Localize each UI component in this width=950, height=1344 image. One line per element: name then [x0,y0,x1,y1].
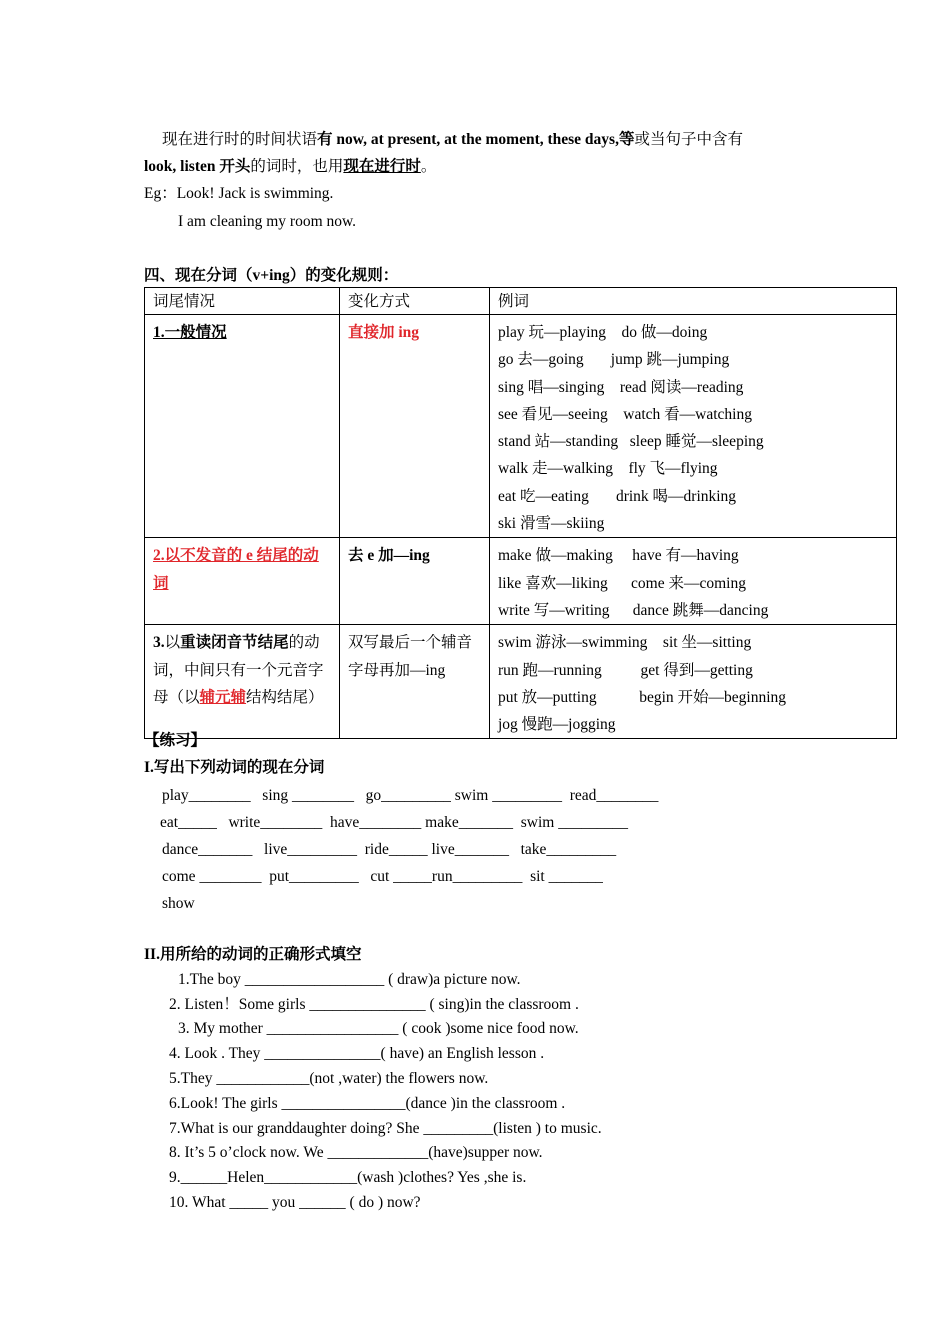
exercise-2-question: 1.The boy __________________ ( draw)a picture now. [178,971,521,988]
example-pair: write 写—writing dance 跳舞—dancing [498,601,769,619]
exercise-1-line: play________ sing ________ go_________ swim _________ read________ [162,787,659,804]
table-row [145,538,897,625]
table-row [145,625,897,739]
example-pair: eat 吃—eating drink 喝—drinking [498,487,737,505]
exercise-2-question: 5.They ____________(not ,water) the flowers now. [169,1070,489,1087]
example-pair: jog 慢跑—jogging [498,716,616,734]
time-adverbials: 有 now, at present, at the moment, these days,等 [317,131,635,148]
exercise-2-question: 3. My mother _________________ ( cook )some nice food now. [178,1020,579,1037]
practice-heading: 【练习】 [144,732,207,749]
exercise-2-question: 2. Listen！Some girls _______________ ( sing)in the classroom . [169,996,579,1013]
exercise-2-question: 9.______Helen____________(wash )clothes? Yes ,she is. [169,1169,527,1186]
rule-text: 结构结尾） [246,688,324,706]
rule-number: 3. [153,634,165,652]
intro-line-1 [162,130,743,150]
rule-text: 以 [164,634,181,652]
present-continuous-term: 现在进行时 [343,158,421,175]
exercise-2-title: II.用所给的动词的正确形式填空 [144,946,362,963]
intro-text: 的词时，也用 [250,158,344,175]
exercise-1-title: I.写出下列动词的现在分词 [144,759,325,776]
rule-method: 双写最后一个辅音字母再加—ing [340,625,490,739]
rule-method: 去 e 加—ing [348,547,430,565]
example-pair: ski 滑雪—skiing [498,515,605,533]
example-pair: run 跑—running get 得到—getting [498,661,753,679]
intro-line-2 [144,157,436,177]
table-header-row [145,288,897,315]
intro-text: 或当句子中含有 [634,131,743,148]
exercise-2-question: 8. It’s 5 o’clock now. We _____________(have)supper now. [169,1144,543,1161]
example-pair: go 去—going jump 跳—jumping [498,351,730,369]
exercise-2-question: 6.Look! The girls ________________(dance )in the classroom . [169,1095,566,1112]
example-pair: sing 唱—singing read 阅读—reading [498,378,744,396]
rule-examples [490,625,897,739]
table-row [145,315,897,538]
rule-method: 直接加 ing [348,324,420,341]
ing-rules-table [144,287,897,739]
rule-case: 1.一般情况 [153,324,227,341]
column-header: 词尾情况 [145,288,340,315]
rule-examples [490,315,897,538]
rule-text: 的动词，中间只有一个元音字母（以 [153,634,324,706]
exercise-1-line: dance_______ live_________ ride_____ live_______ take_________ [162,841,617,858]
example-sentence-1: Eg：Look! Jack is swimming. [144,185,334,202]
exercise-1-line: show [162,895,195,912]
example-pair: play 玩—playing do 做—doing [498,324,708,341]
column-header: 变化方式 [340,288,490,315]
exercise-2-question: 4. Look . They _______________( have) an English lesson . [169,1045,545,1062]
intro-text: 。 [420,158,437,175]
rule-case: 2.以不发音的 e 结尾的动词 [153,547,319,592]
rule-keyword: 重读闭音节结尾 [180,634,289,652]
section-title: 四、现在分词（v+ing）的变化规则： [144,267,399,284]
example-pair: walk 走—walking fly 飞—flying [498,460,718,478]
intro-text: 现在进行时的时间状语 [162,131,318,148]
example-pair: put 放—putting begin 开始—beginning [498,688,787,706]
example-pair: swim 游泳—swimming sit 坐—sitting [498,634,752,652]
rule-examples [490,538,897,625]
column-header: 例词 [490,288,897,315]
rule-case [145,625,340,739]
look-listen-keywords: look, listen 开头 [144,158,251,175]
example-pair: make 做—making have 有—having [498,547,739,565]
example-pair: like 喜欢—liking come 来—coming [498,574,746,592]
rule-pattern: 辅元辅 [199,688,247,706]
exercise-1-line: eat_____ write________ have________ make_______ swim _________ [160,814,628,831]
exercise-2-question: 10. What _____ you ______ ( do ) now? [169,1194,421,1211]
exercise-2-question: 7.What is our granddaughter doing? She _________(listen ) to music. [169,1120,602,1137]
example-sentence-2: I am cleaning my room now. [178,213,357,230]
example-pair: see 看见—seeing watch 看—watching [498,405,752,423]
example-pair: stand 站—standing sleep 睡觉—sleeping [498,433,764,451]
exercise-1-line: come ________ put_________ cut _____run_________ sit _______ [162,868,603,885]
